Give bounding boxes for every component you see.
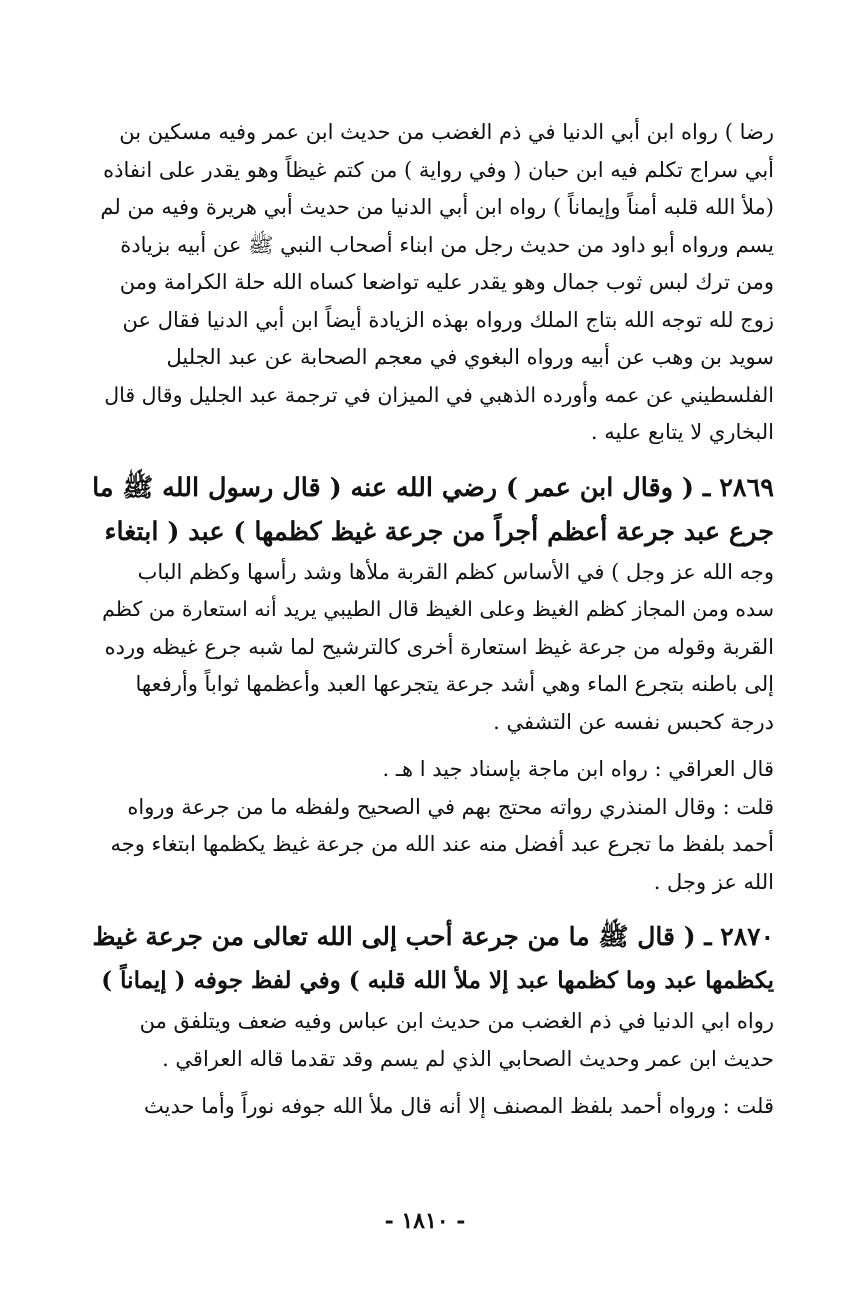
hadith-heading-line: جرع عبد جرعة أعظم أجراً من جرعة غيظ كظمها ) عبد ( ابتغاء bbox=[104, 516, 774, 547]
text-line: الله عز وجل . bbox=[653, 869, 774, 894]
text-line: (ملأ الله قلبه أمناً وإيماناً ) رواه ابن أبي الدنيا من حديث أبي هريرة وفيه من لم bbox=[100, 195, 774, 219]
text-line: حديث ابن عمر وحديث الصحابي الذي لم يسم وقد تقدما قاله العراقي . bbox=[162, 1046, 774, 1071]
spacer bbox=[92, 452, 774, 466]
text-line: إلى باطنه بتجرع الماء وهي أشد جرعة يتجرعها العبد وأعظمها ثواباً وأرفعها bbox=[135, 672, 774, 696]
hadith-heading-line: يكظمها عبد وما كظمها عبد إلا ملأ الله قلبه ) وفي لفظ جوفه ( إيماناً ) bbox=[101, 967, 774, 994]
text-line: رواه ابي الدنيا في ذم الغضب من حديث ابن عباس وفيه ضعف ويتلفق من bbox=[139, 1009, 774, 1033]
spacer bbox=[92, 741, 774, 751]
hadith-heading-line: ٢٨٧٠ ـ ( قال ﷺ ما من جرعة أحب إلى الله تعالى من جرعة غيظ bbox=[92, 922, 774, 951]
spacer bbox=[92, 1078, 774, 1088]
text-line: رضا ) رواه ابن أبي الدنيا في ذم الغضب من حديث ابن عمر وفيه مسكين بن bbox=[119, 120, 774, 144]
text-line: قلت : وقال المنذري رواته محتج بهم في الصحيح ولفظه ما من جرعة ورواه bbox=[127, 794, 774, 819]
text-line: قلت : ورواه أحمد بلفظ المصنف إلا أنه قال ملأ الله جوفه نوراً وأما حديث bbox=[144, 1094, 774, 1118]
text-line: ومن ترك لبس ثوب جمال وهو يقدر عليه تواضعا كساه الله حلة الكرامة ومن bbox=[119, 270, 774, 294]
text-line: قال العراقي : رواه ابن ماجة بإسناد جيد ا هـ . bbox=[382, 757, 774, 781]
text-line: أبي سراج تكلم فيه ابن حبان ( وفي رواية ) من كتم غيظاً وهو يقدر على انفاذه bbox=[103, 157, 774, 182]
text-line: القربة وقوله من جرعة غيظ استعارة أخرى كالترشيح لما شبه جرع غيظه ورده bbox=[104, 634, 774, 659]
text-line: أحمد بلفظ ما تجرع عبد أفضل منه عند الله من جرعة غيظ يكظمها ابتغاء وجه bbox=[110, 832, 774, 856]
text-line: وجه الله عز وجل ) في الأساس كظم القربة ملأها وشد رأسها وكظم الباب bbox=[137, 559, 774, 584]
text-line: زوج لله توجه الله بتاج الملك ورواه بهذه الزيادة أيضاً ابن أبي الدنيا فقال عن bbox=[122, 307, 774, 332]
page-number: - ١٨١٠ - bbox=[384, 1208, 466, 1234]
text-line: يسم ورواه أبو داود من حديث رجل من ابناء أصحاب النبي ﷺ عن أبيه بزيادة bbox=[120, 232, 774, 257]
text-line: سويد بن وهب عن أبيه ورواه البغوي في معجم الصحابة عن عبد الجليل bbox=[166, 345, 774, 369]
text-line: درجة كحبس نفسه عن التشفي . bbox=[493, 709, 774, 734]
spacer bbox=[92, 901, 774, 915]
text-line: البخاري لا يتابع عليه . bbox=[590, 420, 774, 444]
text-line: الفلسطيني عن عمه وأورده الذهبي في الميزان في ترجمة عبد الجليل وقال قال bbox=[104, 382, 774, 407]
page-body bbox=[92, 114, 774, 1126]
text-line: سده ومن المجاز كظم الغيظ وعلى الغيظ قال الطيبي يريد أنه استعارة من كظم bbox=[102, 597, 774, 621]
hadith-heading-line: ٢٨٦٩ ـ ( وقال ابن عمر ) رضي الله عنه ( قال رسول الله ﷺ ما bbox=[92, 472, 774, 503]
